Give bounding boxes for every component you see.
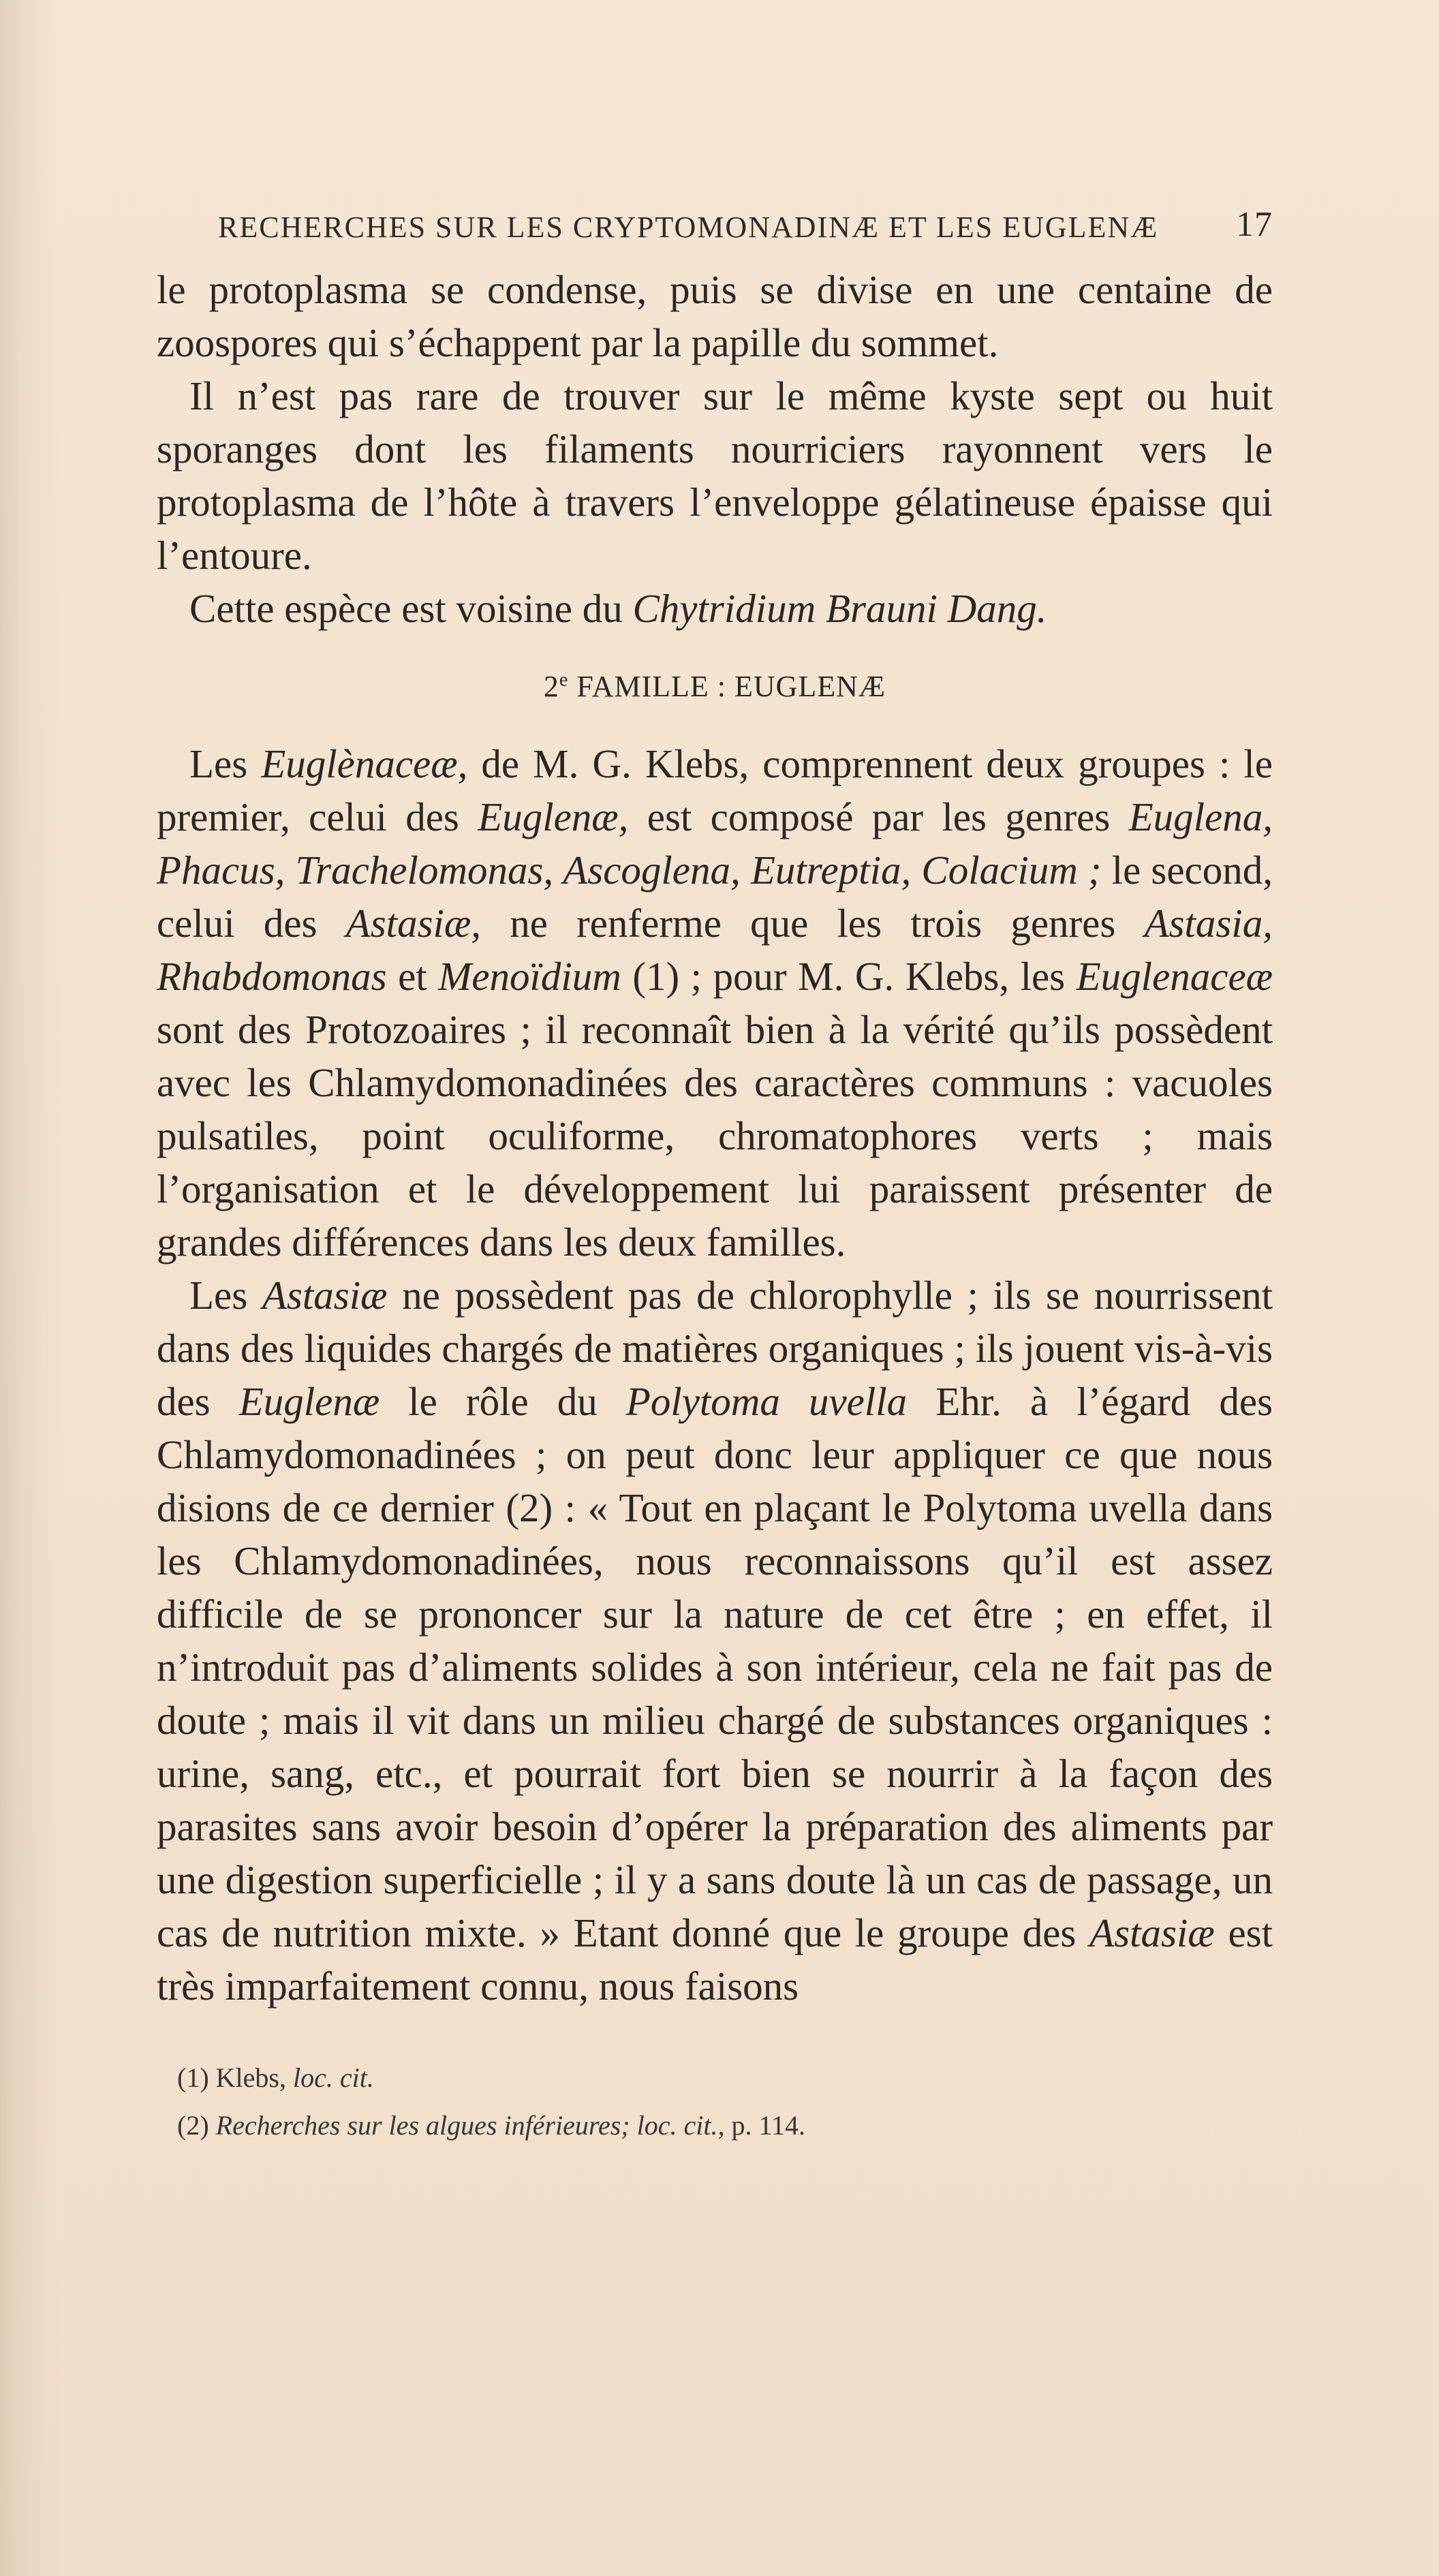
running-head xyxy=(218,204,1273,255)
footnote-1-marker: (1) xyxy=(177,2062,209,2093)
body-text xyxy=(157,263,1273,2013)
p5-t1: Les xyxy=(189,1273,262,1318)
p4-t5: ne renferme que les trois genres xyxy=(481,901,1145,946)
footnote-2-text: p. 114. xyxy=(724,2110,805,2141)
p5-i2: Euglenæ xyxy=(238,1379,380,1424)
p4-i4: Astasiæ, xyxy=(345,901,482,946)
p4-t2: de M. G. Klebs, comprennent deux groupes : le premier, celui des xyxy=(157,741,1273,839)
paragraph-5 xyxy=(157,1269,1273,2013)
footnote-2-marker: (2) xyxy=(177,2110,209,2141)
footnote-2-italic: Recherches sur les algues inférieures; loc. cit., xyxy=(208,2110,725,2141)
p4-i5: Astasia, Rhabdomonas xyxy=(157,901,1273,999)
section-number-suffix: e xyxy=(559,669,569,691)
p5-i1: Astasiæ xyxy=(262,1273,388,1318)
p4-t8: sont des Protozoaires ; il reconnaît bien à la vérité qu’ils possèdent avec les Chlamydomonadinées des caractères communs : vacuoles pulsatiles, point oculiforme, chromatophores verts ; mais l’organisation et le développement lui paraissent présenter de grandes différences dans les deux familles. xyxy=(157,1007,1273,1264)
paragraph-3 xyxy=(157,582,1273,635)
p5-i4: Astasiæ xyxy=(1089,1910,1215,1955)
footnote-1-italic: loc. cit. xyxy=(292,2062,374,2093)
section-title: FAMILLE : EUGLENÆ xyxy=(576,670,886,703)
p5-t3: le rôle du xyxy=(380,1379,626,1424)
p4-i3: Euglena, Phacus, Trachelomonas, Ascoglena, Eutreptia, Colacium ; xyxy=(157,794,1273,893)
p5-t4: Ehr. à l’égard des Chlamydomonadinées ; on peut donc leur appliquer ce que nous disions de ce dernier (2) : « Tout en plaçant le Polytoma uvella dans les Chlamydomonadinées, nous reconnaissons qu’il est assez difficile de se prononcer sur la nature de cet être ; en effet, il n’introduit pas d’aliments solides à son intérieur, cela ne fait pas de doute ; mais il vit dans un milieu chargé de substances organiques : urine, sang, etc., et pourrait fort bien se nourrir à la façon des parasites sans avoir besoin d’opérer la préparation des aliments par une digestion superficielle ; il y a sans doute là un cas de passage, un cas de nutrition mixte. » Etant donné que le groupe des xyxy=(157,1379,1273,1955)
paragraph-3-italic: Chytridium Brauni Dang. xyxy=(632,586,1047,631)
paragraph-1: le protoplasma se condense, puis se divise en une centaine de zoospores qui s’échappent par la papille du sommet. xyxy=(157,267,1273,365)
running-head-title: RECHERCHES SUR LES CRYPTOMONADINÆ ET LES EUGLENÆ xyxy=(218,211,1159,244)
p4-t4: le second, celui des xyxy=(157,848,1273,946)
footnote-2 xyxy=(177,2102,1267,2150)
p5-i3: Polytoma uvella xyxy=(625,1379,908,1424)
footnote-1 xyxy=(177,2054,1267,2102)
footnotes xyxy=(177,2054,1267,2150)
p4-t7: (1) ; pour M. G. Klebs, les xyxy=(621,954,1077,999)
section-heading xyxy=(157,666,1273,707)
section-number: 2 xyxy=(543,670,559,703)
page-number: 17 xyxy=(1236,205,1273,244)
p5-t5: est très imparfaitement connu, nous faisons xyxy=(157,1910,1273,2008)
p4-t6: et xyxy=(386,954,439,999)
footnote-1-text: Klebs, xyxy=(208,2062,293,2093)
p4-i2: Euglenæ, xyxy=(478,794,629,839)
p4-i1: Euglènaceæ, xyxy=(261,741,468,786)
paragraph-3-text: Cette espèce est voisine du xyxy=(189,586,633,631)
p5-t2: ne possèdent pas de chlorophylle ; ils se nourrissent dans des liquides chargés de matières organiques ; ils jouent vis-à-vis des xyxy=(157,1273,1273,1424)
paragraph-4 xyxy=(157,737,1273,1269)
p4-i7: Euglenaceæ xyxy=(1076,954,1273,999)
p4-t3: est composé par les genres xyxy=(628,794,1129,839)
p4-t1: Les xyxy=(189,741,262,786)
paragraph-2: Il n’est pas rare de trouver sur le même kyste sept ou huit sporanges dont les filaments nourriciers rayonnent vers le protoplasma de l’hôte à travers l’enveloppe gélatineuse épaisse qui l’entoure. xyxy=(157,373,1273,578)
p4-i6: Menoïdium xyxy=(438,954,621,999)
